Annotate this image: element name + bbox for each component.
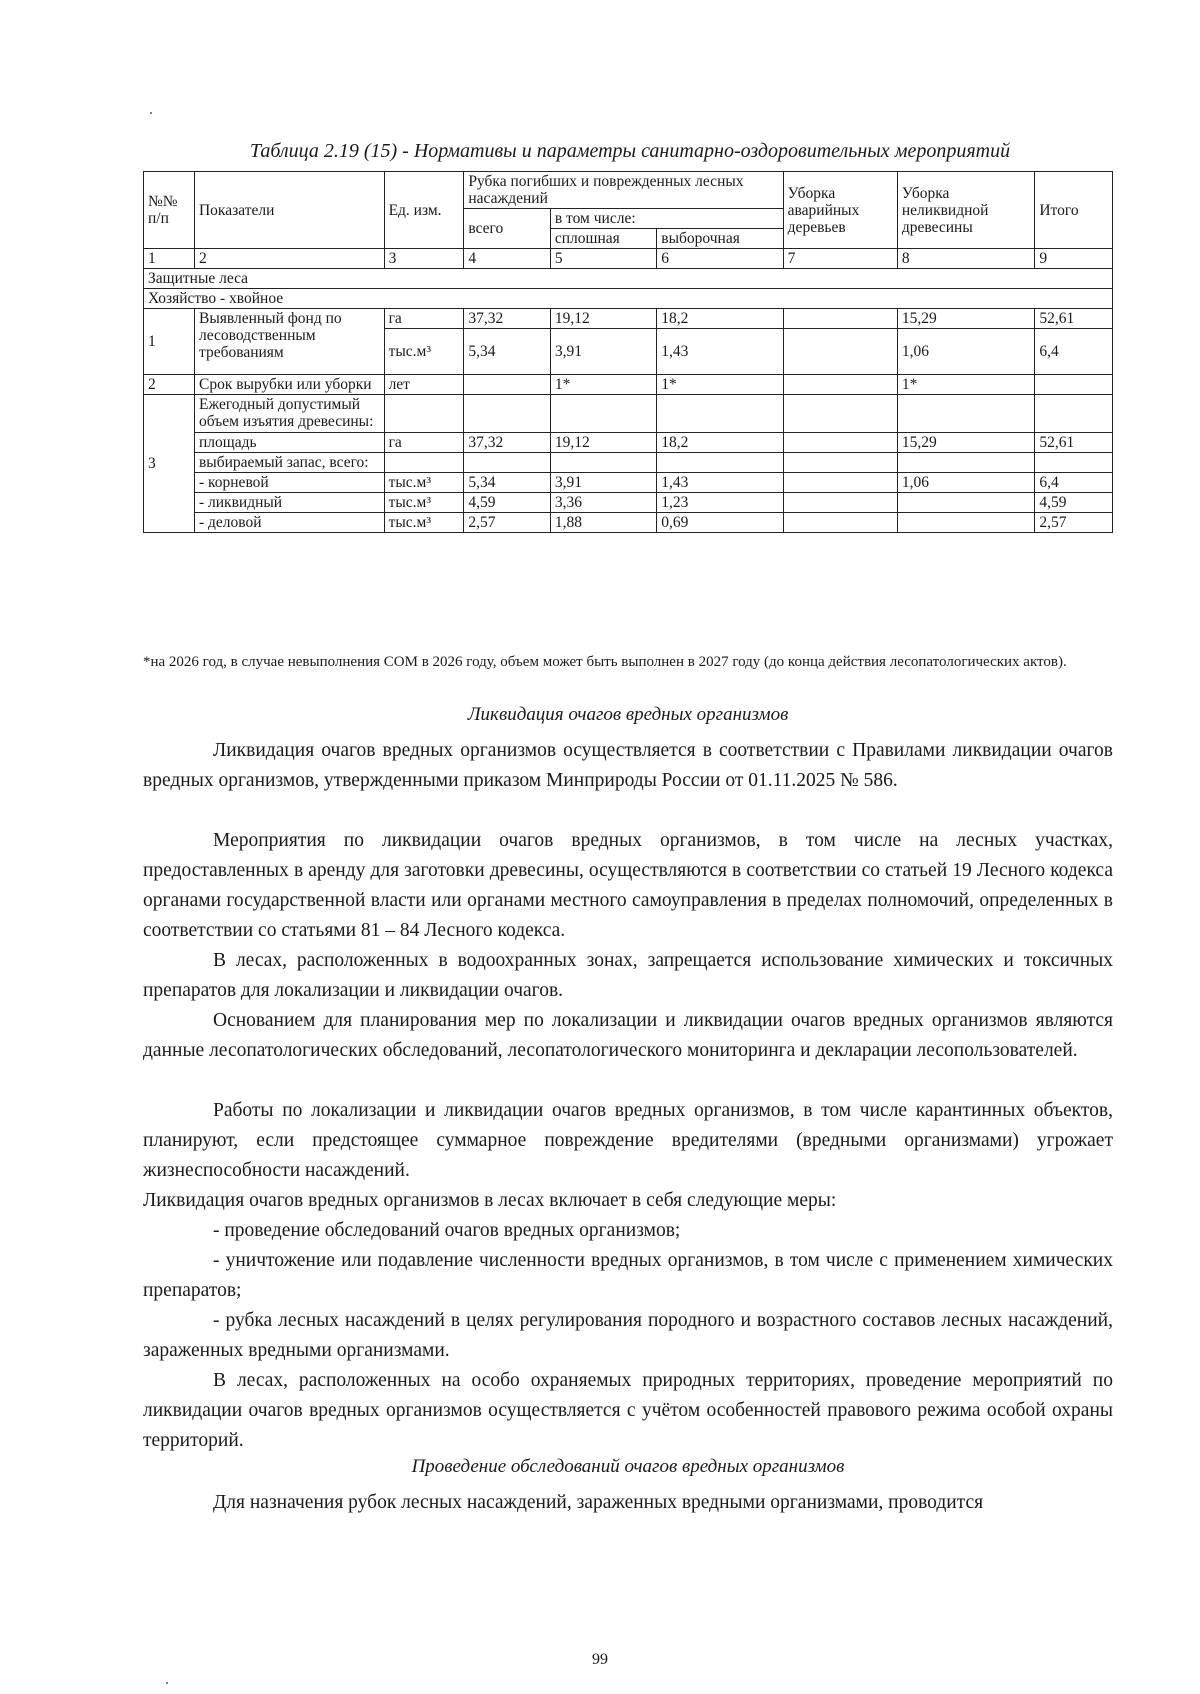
cell: 37,32: [464, 309, 550, 329]
list-item: - проведение обследований очагов вредных организмов;: [213, 1220, 681, 1241]
header-clear: сплошная: [550, 229, 656, 249]
table-footnote: *на 2026 год, в случае невыполнения СОМ в 2026 году, объем может быть выполнен в 2027 году (до конца действия лесопатологических актов).: [143, 654, 1067, 670]
cell: 52,61: [1035, 309, 1113, 329]
col-num: 4: [464, 249, 550, 269]
list-item: - уничтожение или подавление численности вредных организмов, в том числе с применением химических препаратов;: [143, 1250, 1113, 1301]
table-row: [144, 309, 1113, 329]
cell: лет: [384, 375, 464, 395]
cell: 3,91: [550, 472, 656, 492]
cell: 1,43: [657, 329, 783, 375]
cell: тыс.м³: [384, 512, 464, 532]
row-num: 1: [144, 309, 195, 375]
row-label: Выявленный фонд по лесоводственным требованиям: [194, 309, 384, 375]
row-label: выбираемый запас, всего:: [194, 452, 384, 472]
header-felling: Рубка погибших и поврежденных лесных насаждений: [464, 172, 783, 209]
row-label: площадь: [194, 432, 384, 452]
cell: 19,12: [550, 309, 656, 329]
cell: [897, 492, 1034, 512]
header-indicators: Показатели: [194, 172, 384, 249]
header-total-felling: всего: [464, 209, 550, 249]
col-num: 3: [384, 249, 464, 269]
cell: 3,91: [550, 329, 656, 375]
cell: [783, 492, 897, 512]
section-row: Защитные леса: [144, 269, 1113, 289]
paragraph: В лесах, расположенных в водоохранных зонах, запрещается использование химических и токсичных препаратов для локализации и ликвидации очагов.: [143, 950, 1113, 1001]
col-num: 2: [194, 249, 384, 269]
table-row: [144, 492, 1113, 512]
table-row: [144, 512, 1113, 532]
table-row: [144, 432, 1113, 452]
cell: [1035, 375, 1113, 395]
col-num: 6: [657, 249, 783, 269]
cell: 3,36: [550, 492, 656, 512]
cell: 0,69: [657, 512, 783, 532]
cell: 37,32: [464, 432, 550, 452]
cell: [897, 512, 1034, 532]
row-label: - корневой: [194, 472, 384, 492]
cell: [783, 329, 897, 375]
cell: 5,34: [464, 329, 550, 375]
header-illiquid: Уборка неликвидной древесины: [897, 172, 1034, 249]
cell: 5,34: [464, 472, 550, 492]
cell: 1,43: [657, 472, 783, 492]
paragraph: Основанием для планирования мер по локализации и ликвидации очагов вредных организмов являются данные лесопатологических обследований, лесопатологического мониторинга и декларации лесопользователей.: [143, 1010, 1113, 1061]
table-caption: Таблица 2.19 (15) - Нормативы и параметры санитарно-оздоровительных мероприятий: [249, 140, 1011, 162]
sanitary-measures-table: [143, 171, 1113, 533]
cell: тыс.м³: [384, 492, 464, 512]
cell: 1,06: [897, 472, 1034, 492]
cell: 1,88: [550, 512, 656, 532]
row-label: - ликвидный: [194, 492, 384, 512]
paragraph: Мероприятия по ликвидации очагов вредных организмов, в том числе на лесных участках, предоставленных в аренду для заготовки древесины, осуществляются в соответствии со статьей 19 Лесного кодекса органами государственной власти или органами местного самоуправления в пределах полномочий, определенных в соответствии со статьями 81 – 84 Лесного кодекса.: [143, 830, 1113, 941]
row-num: 3: [144, 395, 195, 532]
cell: [783, 432, 897, 452]
paragraph: Ликвидация очагов вредных организмов осуществляется в соответствии с Правилами ликвидации очагов вредных организмов, утвержденными приказом Минприроды России от 01.11.2025 № 586.: [143, 740, 1113, 791]
col-num: 5: [550, 249, 656, 269]
cell: 15,29: [897, 432, 1034, 452]
cell: [783, 472, 897, 492]
row-label: Ежегодный допустимый объем изъятия древесины:: [194, 395, 384, 432]
header-selective: выборочная: [657, 229, 783, 249]
paragraph: Для назначения рубок лесных насаждений, зараженных вредными организмами, проводится: [213, 1492, 984, 1513]
cell: 6,4: [1035, 329, 1113, 375]
table-row: [144, 375, 1113, 395]
cell: 4,59: [464, 492, 550, 512]
column-numbers-row: [144, 249, 1113, 269]
header-emergency: Уборка аварийных деревьев: [783, 172, 897, 249]
section-heading: Проведение обследований очагов вредных организмов: [411, 1456, 845, 1477]
header-including: в том числе:: [550, 209, 783, 229]
table-row: [144, 395, 1113, 432]
cell: 1,23: [657, 492, 783, 512]
cell: 1,06: [897, 329, 1034, 375]
table-row: [144, 452, 1113, 472]
scan-speck: [166, 1682, 168, 1684]
cell: 2,57: [464, 512, 550, 532]
cell: га: [384, 309, 464, 329]
cell: 18,2: [657, 309, 783, 329]
cell: 19,12: [550, 432, 656, 452]
list-item: - рубка лесных насаждений в целях регулирования породного и возрастного составов лесных насаждений, зараженных вредными организмами.: [143, 1310, 1113, 1361]
cell: 2,57: [1035, 512, 1113, 532]
section-heading: Ликвидация очагов вредных организмов: [467, 704, 789, 725]
cell: 1*: [550, 375, 656, 395]
col-num: 9: [1035, 249, 1113, 269]
cell: 4,59: [1035, 492, 1113, 512]
cell: [783, 512, 897, 532]
row-label: - деловой: [194, 512, 384, 532]
subsection-row: Хозяйство - хвойное: [144, 289, 1113, 309]
col-num: 7: [783, 249, 897, 269]
cell: [464, 375, 550, 395]
row-num: 2: [144, 375, 195, 395]
cell: [783, 375, 897, 395]
cell: 52,61: [1035, 432, 1113, 452]
header-num: №№ п/п: [144, 172, 195, 249]
header-unit: Ед. изм.: [384, 172, 464, 249]
cell: 1*: [657, 375, 783, 395]
scan-speck: [150, 112, 152, 114]
cell: 15,29: [897, 309, 1034, 329]
cell: [783, 309, 897, 329]
header-total: Итого: [1035, 172, 1113, 249]
cell: тыс.м³: [384, 329, 464, 375]
cell: тыс.м³: [384, 472, 464, 492]
row-label: Срок вырубки или уборки: [194, 375, 384, 395]
cell: 1*: [897, 375, 1034, 395]
col-num: 1: [144, 249, 195, 269]
paragraph: Работы по локализации и ликвидации очагов вредных организмов, в том числе карантинных объектов, планируют, если предстоящее суммарное повреждение вредителями (вредными организмами) угрожает жизнеспособности насаждений.: [143, 1100, 1113, 1181]
page-number: 99: [592, 1651, 608, 1668]
col-num: 8: [897, 249, 1034, 269]
paragraph: Ликвидация очагов вредных организмов в лесах включает в себя следующие меры:: [143, 1190, 837, 1211]
table-row: [144, 472, 1113, 492]
paragraph: В лесах, расположенных на особо охраняемых природных территориях, проведение мероприятий по ликвидации очагов вредных организмов осуществляется с учётом особенностей правового режима особой охраны территорий.: [143, 1370, 1113, 1451]
cell: 18,2: [657, 432, 783, 452]
cell: га: [384, 432, 464, 452]
cell: 6,4: [1035, 472, 1113, 492]
